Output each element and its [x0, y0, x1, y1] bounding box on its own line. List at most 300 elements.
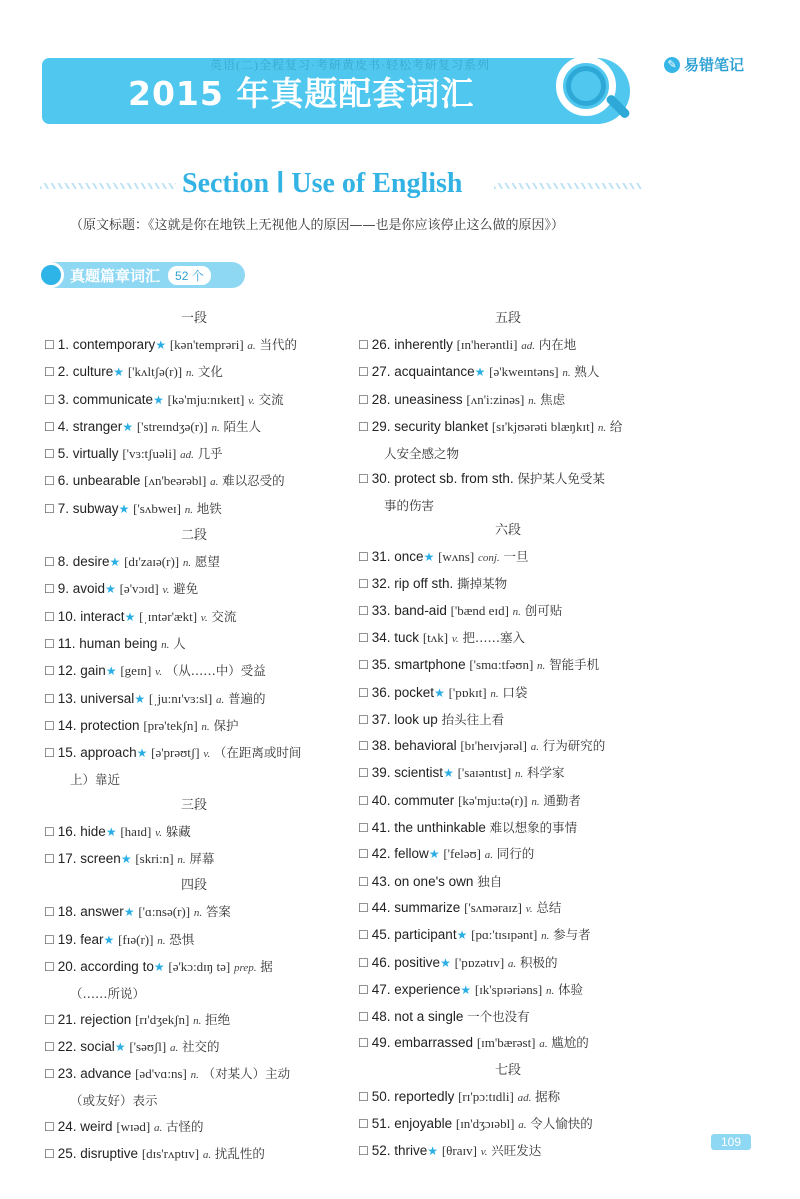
chinese-meaning: 行为研究的 — [542, 738, 606, 754]
phonetic: [rɪ'dʒekʃn] — [135, 1011, 190, 1027]
checkbox-icon: ☐ — [358, 821, 369, 836]
checkbox-icon: ☐ — [44, 609, 55, 624]
vocab-item — [358, 977, 658, 1004]
part-of-speech: n. — [185, 367, 195, 380]
chinese-meaning: 地铁 — [196, 500, 222, 516]
vocab-item — [44, 740, 344, 793]
vocab-word: 10. interact — [57, 608, 125, 624]
chinese-meaning: 同行的 — [496, 846, 535, 862]
checkbox-icon: ☐ — [358, 1144, 369, 1159]
part-of-speech: a. — [247, 340, 256, 352]
vocab-word: 32. rip off sth. — [371, 576, 454, 592]
checkbox-icon: ☐ — [358, 338, 369, 352]
search-icon — [38, 262, 64, 288]
vocab-word: 26. inherently — [371, 337, 453, 352]
vocab-word: 22. social — [57, 1038, 115, 1054]
paragraph-heading: 五段 — [494, 311, 521, 326]
part-of-speech: n. — [537, 660, 546, 673]
vocab-word: 3. communicate — [57, 391, 154, 407]
star-icon: ★ — [113, 365, 125, 380]
vocab-word: 7. subway — [57, 500, 119, 516]
part-of-speech: v. — [248, 394, 255, 407]
star-icon: ★ — [153, 959, 165, 974]
checkbox-icon: ☐ — [358, 900, 369, 915]
star-icon: ★ — [124, 609, 136, 624]
part-of-speech: n. — [184, 503, 193, 516]
vocab-word: 37. look up — [371, 711, 438, 727]
vocab-item — [44, 441, 344, 468]
vocab-word: 24. weird — [57, 1118, 113, 1134]
part-of-speech: a. — [154, 1121, 163, 1134]
checkbox-icon: ☐ — [44, 746, 55, 761]
phonetic: [pɑ:'tɪsɪpənt] — [471, 927, 538, 943]
chinese-meaning: 几乎 — [197, 446, 223, 462]
vocab-item — [358, 571, 658, 597]
vocab-word: 40. commuter — [371, 792, 455, 808]
vocab-item — [358, 895, 658, 922]
checkbox-icon: ☐ — [358, 712, 369, 727]
chinese-meaning: 保护 — [213, 717, 239, 733]
vocab-word: 5. virtually — [57, 446, 119, 462]
vocab-item — [44, 576, 344, 603]
phonetic: ['səʊʃl] — [129, 1038, 167, 1054]
vocab-word: 14. protection — [57, 717, 140, 733]
chinese-meaning: 一个也没有 — [467, 1009, 530, 1025]
checkbox-icon: ☐ — [44, 365, 55, 380]
part-of-speech: a. — [518, 1119, 527, 1132]
star-icon: ★ — [155, 338, 167, 352]
chinese-meaning: 积极的 — [519, 954, 558, 970]
checkbox-icon: ☐ — [358, 982, 369, 997]
phonetic: ['sʌbweɪ] — [133, 500, 181, 516]
part-of-speech: n. — [157, 934, 166, 947]
page-number: 109 — [711, 1134, 751, 1150]
chinese-meaning: 一旦 — [503, 549, 529, 565]
checkbox-icon: ☐ — [358, 739, 369, 754]
vocab-word: 50. reportedly — [371, 1088, 455, 1104]
paragraph-heading: 六段 — [494, 523, 521, 539]
phonetic: [dɪs'rʌptɪv] — [141, 1146, 200, 1162]
chinese-meaning: 熟人 — [574, 364, 600, 380]
part-of-speech: a. — [484, 849, 493, 862]
part-of-speech: a. — [216, 693, 225, 706]
checkbox-icon: ☐ — [358, 928, 369, 943]
checkbox-icon: ☐ — [358, 392, 369, 407]
vocab-item — [358, 414, 658, 467]
phonetic: [ə'vɔɪd] — [119, 581, 159, 597]
vocab-item — [44, 713, 344, 740]
checkbox-icon: ☐ — [358, 630, 369, 645]
part-of-speech: n. — [562, 367, 571, 380]
vocab-word: 27. acquaintance — [371, 364, 475, 380]
vocab-item — [44, 954, 344, 1007]
checkbox-icon: ☐ — [358, 793, 369, 808]
checkbox-icon: ☐ — [44, 664, 55, 679]
star-icon: ★ — [103, 932, 115, 947]
part-of-speech: ad. — [521, 340, 535, 352]
vocab-item — [358, 922, 658, 949]
vocab-count-badge: 52 个 — [168, 266, 211, 285]
vocab-item — [44, 927, 344, 954]
checkbox-icon: ☐ — [44, 1012, 55, 1027]
part-of-speech: n. — [514, 768, 524, 781]
part-of-speech: v. — [203, 748, 211, 761]
chinese-meaning: 科学家 — [526, 765, 565, 781]
chinese-meaning: 避免 — [173, 581, 199, 597]
vocab-word: 8. desire — [57, 554, 110, 570]
checkbox-icon: ☐ — [358, 766, 369, 781]
checkbox-icon: ☐ — [44, 718, 55, 733]
chinese-meaning: 焦虑 — [540, 391, 566, 407]
vocab-item — [44, 686, 344, 713]
part-of-speech: v. — [525, 902, 533, 915]
vocab-word: 39. scientist — [371, 765, 444, 781]
vocab-word: 35. smartphone — [371, 657, 466, 673]
checkbox-icon: ☐ — [358, 1036, 369, 1051]
part-of-speech: n. — [193, 907, 203, 920]
paragraph-heading: 一段 — [180, 311, 207, 326]
decorative-line-left — [40, 183, 176, 189]
vocab-item — [358, 733, 658, 760]
phonetic: ['pɒzətɪv] — [454, 954, 505, 970]
phonetic: ['pɒkɪt] — [448, 684, 487, 700]
part-of-speech: n. — [597, 421, 607, 434]
vocab-item — [358, 466, 658, 518]
vocab-item — [358, 788, 658, 815]
vocab-heading — [40, 262, 245, 288]
vocab-item — [44, 1141, 344, 1168]
phonetic: [geɪn] — [120, 663, 152, 679]
vocab-heading-label: 真题篇章词汇 — [70, 266, 161, 285]
checkbox-icon: ☐ — [358, 365, 369, 380]
part-of-speech: a. — [530, 741, 539, 754]
vocab-item — [44, 658, 344, 685]
chinese-meaning: 人 — [173, 635, 186, 651]
chinese-meaning: 智能手机 — [549, 657, 600, 673]
star-icon: ★ — [136, 746, 148, 761]
phonetic: [ɪn'dʒɔɪəbl] — [455, 1116, 515, 1132]
part-of-speech: n. — [193, 1014, 202, 1027]
phonetic: [rɪ'pɔ:tɪdli] — [458, 1088, 514, 1104]
vocab-item — [44, 359, 344, 386]
chinese-meaning: （对某人）主动 — [202, 1066, 291, 1082]
chinese-meaning: 扰乱性的 — [214, 1146, 265, 1162]
part-of-speech: v. — [451, 632, 459, 645]
vocab-item — [44, 1007, 344, 1034]
checkbox-icon: ☐ — [44, 392, 55, 407]
vocab-item — [358, 359, 658, 386]
checkbox-icon: ☐ — [44, 338, 55, 352]
chinese-meaning: 答案 — [205, 904, 231, 920]
checkbox-icon: ☐ — [358, 577, 369, 592]
star-icon: ★ — [440, 955, 451, 970]
vocab-word: 38. behavioral — [371, 738, 457, 754]
checkbox-icon: ☐ — [358, 1117, 369, 1132]
phonetic: [skri:n] — [135, 851, 174, 867]
star-icon: ★ — [428, 847, 440, 862]
chinese-meaning: （从……中）受益 — [165, 663, 266, 679]
chinese-meaning: （在距离或时间 — [213, 745, 302, 761]
part-of-speech: a. — [507, 957, 517, 970]
phonetic: [haɪd] — [120, 823, 152, 839]
phonetic: ['ɑ:nsə(r)] — [138, 904, 191, 920]
chinese-meaning: 参与者 — [553, 927, 591, 943]
checkbox-icon: ☐ — [44, 419, 55, 434]
checkbox-icon: ☐ — [44, 959, 55, 974]
star-icon: ★ — [153, 392, 164, 407]
vocab-word: 44. summarize — [371, 899, 461, 915]
vocab-word: 13. universal — [57, 690, 135, 706]
part-of-speech: a. — [539, 1038, 548, 1051]
part-of-speech: conj. — [477, 552, 500, 565]
chinese-meaning-continued: 上）靠近 — [70, 772, 121, 788]
chinese-meaning: 保护某人免受某 — [517, 471, 605, 487]
vocab-word: 11. human being — [57, 635, 158, 651]
chinese-meaning: 拒绝 — [205, 1011, 231, 1027]
chinese-meaning-continued: 人安全感之物 — [384, 446, 460, 462]
phonetic: [ˌɪntər'ækt] — [139, 608, 198, 624]
chinese-meaning: 愿望 — [194, 554, 220, 570]
chinese-meaning: 给 — [609, 418, 623, 434]
star-icon: ★ — [105, 824, 117, 839]
vocab-item — [358, 1030, 658, 1057]
phonetic: [kə'mju:tə(r)] — [458, 792, 528, 808]
vocab-item — [358, 652, 658, 679]
vocab-column-right — [358, 306, 658, 1166]
phonetic: [ˌju:nɪ'vɜ:sl] — [148, 690, 213, 706]
chinese-meaning: 创可贴 — [524, 602, 563, 618]
vocab-word: 12. gain — [57, 663, 106, 679]
vocab-word: 15. approach — [57, 745, 137, 761]
chinese-meaning: 内在地 — [538, 337, 577, 352]
part-of-speech: n. — [545, 984, 555, 997]
phonetic: [fɪə(r)] — [118, 931, 154, 947]
checkbox-icon: ☐ — [44, 691, 55, 706]
phonetic: ['feləʊ] — [443, 846, 481, 862]
brand-label — [664, 54, 744, 75]
vocab-item — [44, 1034, 344, 1061]
vocab-word: 43. on one's own — [371, 873, 474, 889]
vocab-word: 19. fear — [57, 931, 104, 947]
part-of-speech: v. — [162, 584, 170, 597]
vocab-item — [358, 841, 658, 868]
vocab-word: 23. advance — [57, 1066, 132, 1082]
checkbox-icon: ☐ — [44, 1067, 55, 1082]
vocab-item — [44, 604, 344, 631]
phonetic: [ʌn'beərəbl] — [144, 473, 207, 489]
part-of-speech: v. — [200, 611, 208, 624]
part-of-speech: n. — [541, 930, 550, 943]
vocab-item — [358, 1138, 658, 1165]
phonetic: [ɪm'bærəst] — [476, 1035, 536, 1051]
star-icon: ★ — [423, 550, 435, 565]
phonetic: [kən'temprəri] — [169, 337, 244, 352]
vocab-item — [44, 387, 344, 414]
vocab-word: 16. hide — [57, 823, 106, 839]
vocab-item — [358, 1004, 658, 1030]
checkbox-icon: ☐ — [358, 955, 369, 970]
star-icon: ★ — [134, 691, 146, 706]
banner-subtitle: 英语(二)全程复习·考研黄皮书·轻松考研复习系列 — [210, 58, 490, 72]
phonetic: [ʌn'i:zinəs] — [466, 391, 525, 407]
vocab-word: 4. stranger — [57, 418, 123, 434]
part-of-speech: n. — [201, 720, 210, 733]
checkbox-icon: ☐ — [358, 658, 369, 673]
chinese-meaning: 把……塞入 — [462, 629, 525, 645]
chinese-meaning: 社交的 — [182, 1038, 220, 1054]
star-icon: ★ — [114, 1039, 126, 1054]
vocab-item — [358, 815, 658, 841]
vocab-word: 36. pocket — [371, 684, 435, 700]
vocab-item — [358, 332, 658, 359]
vocab-word: 31. once — [371, 549, 424, 565]
checkbox-icon: ☐ — [358, 685, 369, 700]
star-icon: ★ — [443, 766, 454, 781]
checkbox-icon: ☐ — [358, 603, 369, 618]
magnifier-lens — [566, 66, 606, 106]
paragraph-heading: 四段 — [180, 878, 207, 894]
vocab-item — [358, 544, 658, 571]
paragraph-heading: 二段 — [180, 528, 207, 544]
chinese-meaning: 据 — [260, 958, 273, 974]
vocab-item — [358, 760, 658, 787]
part-of-speech: n. — [177, 854, 186, 867]
star-icon: ★ — [105, 664, 117, 679]
vocab-word: 52. thrive — [371, 1143, 428, 1159]
checkbox-icon: ☐ — [358, 1010, 369, 1025]
phonetic: [ə'kweɪntəns] — [489, 364, 559, 380]
phonetic: [θraɪv] — [441, 1143, 477, 1159]
phonetic: [tʌk] — [422, 629, 449, 645]
part-of-speech: n. — [190, 1069, 199, 1082]
chinese-meaning: 总结 — [536, 899, 562, 915]
star-icon: ★ — [456, 928, 468, 943]
phonetic: [ə'kɔ:dɪŋ tə] — [168, 958, 231, 974]
phonetic: [ɪk'spɪəriəns] — [474, 981, 543, 997]
part-of-speech: v. — [155, 826, 162, 839]
vocab-item — [358, 1084, 658, 1111]
checkbox-icon: ☐ — [44, 1119, 55, 1134]
vocab-word: 9. avoid — [57, 581, 106, 597]
checkbox-icon: ☐ — [44, 1039, 55, 1054]
phonetic: ['bænd eɪd] — [450, 602, 509, 618]
vocab-word: 34. tuck — [371, 629, 420, 645]
part-of-speech: n. — [490, 687, 499, 700]
star-icon: ★ — [109, 555, 121, 570]
phonetic: [dɪ'zaɪə(r)] — [124, 554, 180, 570]
part-of-speech: n. — [211, 421, 220, 434]
vocab-item — [44, 846, 344, 873]
chinese-meaning: 交流 — [258, 391, 284, 407]
phonetic: [ə'prəʊtʃ] — [151, 745, 200, 761]
vocab-word: 20. according to — [57, 958, 154, 974]
checkbox-icon: ☐ — [44, 932, 55, 947]
paragraph-heading: 七段 — [494, 1062, 521, 1078]
vocab-item — [358, 625, 658, 652]
pen-icon: ✎ — [664, 57, 680, 73]
chinese-meaning: 交流 — [211, 608, 237, 624]
vocab-word: 28. uneasiness — [371, 391, 463, 407]
vocab-item — [44, 819, 344, 846]
checkbox-icon: ☐ — [44, 501, 55, 516]
phonetic: ['saɪəntɪst] — [457, 765, 512, 781]
chinese-meaning-continued: 事的伤害 — [384, 497, 435, 513]
part-of-speech: ad. — [180, 449, 194, 462]
part-of-speech: n. — [161, 638, 170, 651]
vocab-item — [44, 549, 344, 576]
vocab-item — [358, 1111, 658, 1138]
chinese-meaning: 抬头往上看 — [441, 711, 505, 727]
part-of-speech: a. — [170, 1041, 179, 1054]
vocab-word: 6. unbearable — [57, 473, 141, 489]
part-of-speech: v. — [480, 1146, 488, 1159]
paragraph-heading: 三段 — [180, 797, 207, 813]
chinese-meaning: 古怪的 — [166, 1118, 204, 1134]
part-of-speech: ad. — [517, 1091, 532, 1104]
checkbox-icon: ☐ — [44, 905, 55, 920]
vocab-word: 21. rejection — [57, 1011, 132, 1027]
checkbox-icon: ☐ — [358, 874, 369, 889]
chinese-meaning: 体验 — [557, 981, 583, 997]
part-of-speech: v. — [155, 666, 162, 679]
chinese-meaning: 据称 — [535, 1088, 561, 1104]
vocab-item — [44, 496, 344, 523]
star-icon: ★ — [474, 365, 486, 380]
vocab-item — [44, 1061, 344, 1114]
chinese-meaning: 躲藏 — [165, 823, 191, 839]
phonetic: [ɪn'herəntli] — [456, 337, 518, 352]
star-icon: ★ — [434, 685, 445, 700]
checkbox-icon: ☐ — [358, 847, 369, 862]
star-icon: ★ — [118, 501, 130, 516]
part-of-speech: n. — [182, 557, 192, 570]
checkbox-icon: ☐ — [44, 474, 55, 489]
checkbox-icon: ☐ — [44, 582, 55, 597]
vocab-word: 41. the unthinkable — [371, 820, 486, 836]
phonetic: ['streɪndʒə(r)] — [136, 418, 208, 434]
phonetic: ['smɑ:tfəʊn] — [469, 657, 534, 673]
chinese-meaning: 屏幕 — [189, 851, 215, 867]
phonetic: [kə'mju:nɪkeɪt] — [167, 391, 245, 407]
vocab-word: 46. positive — [371, 954, 441, 970]
vocab-word: 51. enjoyable — [371, 1116, 453, 1132]
vocab-item — [358, 707, 658, 733]
vocab-word: 1. contemporary — [57, 337, 156, 352]
phonetic: [prə'tekʃn] — [143, 717, 198, 733]
chinese-meaning: 文化 — [197, 364, 223, 380]
vocab-word: 25. disruptive — [57, 1146, 139, 1162]
checkbox-icon: ☐ — [358, 419, 369, 434]
vocab-word: 45. participant — [371, 927, 457, 943]
page-title: 2015 年真题配套词汇 — [128, 74, 475, 113]
star-icon: ★ — [120, 852, 132, 867]
phonetic: [bɪ'heɪvjərəl] — [460, 738, 527, 754]
phonetic: [wʌns] — [438, 549, 475, 565]
star-icon: ★ — [427, 1144, 439, 1159]
vocab-item — [358, 680, 658, 707]
phonetic: ['kʌltʃə(r)] — [127, 364, 183, 380]
checkbox-icon: ☐ — [44, 1147, 55, 1162]
chinese-meaning: 尴尬的 — [551, 1035, 589, 1051]
brand-text: 易错笔记 — [684, 56, 745, 74]
phonetic: ['vɜ:tʃuəli] — [122, 446, 177, 462]
vocab-item — [358, 387, 658, 414]
part-of-speech: prep. — [233, 961, 257, 974]
checkbox-icon: ☐ — [358, 550, 369, 565]
checkbox-icon: ☐ — [44, 555, 55, 570]
star-icon: ★ — [105, 582, 116, 597]
chinese-meaning: 当代的 — [259, 337, 297, 352]
